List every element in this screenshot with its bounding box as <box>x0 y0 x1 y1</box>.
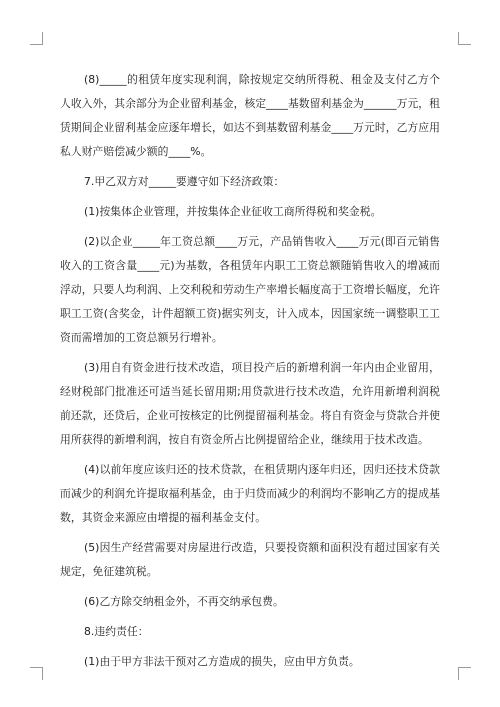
paragraph-8-breach-liability: 8.违约责任： <box>84 625 149 638</box>
paragraph-policy-6: (6)乙方除交纳租金外，不再交纳承包费。 <box>84 595 284 608</box>
paragraph-policy-1: (1)按集体企业管理，并按集体企业征收工商所得税和奖金税。 <box>84 205 382 218</box>
paragraph-breach-1: (1)由于甲方非法干预对乙方造成的损失，应由甲方负责。 <box>84 655 360 668</box>
paragraph-8-profit-retention: (8)_____的租赁年度实现利润，除按规定交纳所得税、租金及支付乙方个人收入外，其余部分为企业留利基金，核定____基数留利基金为______万元，租赁期间企业留利基金应逐年增长，如达不到基数留利基金____万元时，乙方应用私人财产赔偿减少额的____%。 <box>60 73 440 158</box>
paragraph-policy-5: (5)因生产经营需要对房屋进行改造，只要投资额和面积没有超过国家有关规定，免征建筑税。 <box>60 541 440 578</box>
crop-mark-bottom-right <box>458 667 471 680</box>
document-body <box>60 68 440 680</box>
crop-mark-top-right <box>458 32 471 45</box>
paragraph-policy-3: (3)用自有资金进行技术改造，项目投产后的新增利润一年内由企业留用，经财税部门批准还可适当延长留用期;用贷款进行技术改造，允许用新增利润税前还款，还贷后，企业可按核定的比例提留福利基金。将自有资金与贷款合并使用所获得的新增利润，按自有资金所占比例提留给企业，继续用于技术改造。 <box>60 361 440 446</box>
paragraph-policy-2: (2)以企业_____年工资总额____万元，产品销售收入____万元(即百元销售收入的工资含量____元)为基数，各租赁年内职工工资总额随销售收入的增减而浮动，只要人均利润、上交利税和劳动生产率增长幅度高于工资增长幅度，允许职工工资(含奖金，计件超额工资)据实列支，计入成本，因国家统一调整职工工资而需增加的工资总额另行增补。 <box>60 235 440 344</box>
crop-mark-top-left <box>30 32 43 45</box>
crop-mark-bottom-left <box>30 667 43 680</box>
paragraph-7-economic-policies: 7.甲乙双方对_____要遵守如下经济政策： <box>84 175 285 188</box>
paragraph-policy-4: (4)以前年度应该归还的技术贷款，在租赁期内逐年归还，因归还技术贷款而减少的利润允许提取福利基金，由于归贷而减少的利润均不影响乙方的提成基数，其资金来源应由增提的福利基金支付。 <box>60 463 440 524</box>
